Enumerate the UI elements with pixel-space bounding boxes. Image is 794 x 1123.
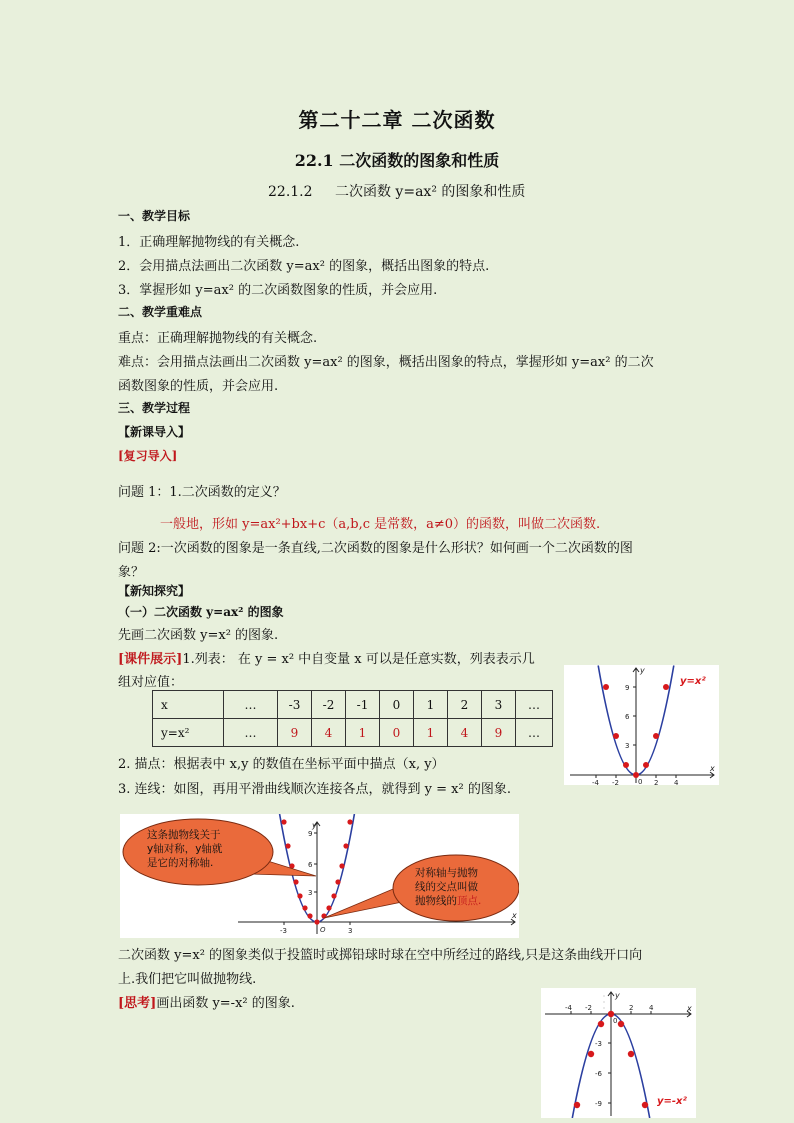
- table-cell: …: [224, 691, 278, 719]
- callout-right-line: 抛物线的顶点.: [415, 895, 482, 907]
- value-table: [152, 690, 553, 747]
- goal-item-2: 2．会用描点法画出二次函数 y=ax² 的图象，概括出图象的特点.: [118, 259, 490, 274]
- subsection-number: 22.1.2: [268, 184, 313, 200]
- y-axis-label: y: [312, 821, 317, 830]
- table-cell: 4: [448, 719, 482, 747]
- table-cell: 1: [414, 719, 448, 747]
- table-cell: 4: [312, 719, 346, 747]
- y-axis-label: y: [615, 991, 620, 1000]
- callout-right-line: 对称轴与抛物: [415, 867, 478, 879]
- y-tick-label: 3: [308, 889, 313, 897]
- table-row: [153, 691, 553, 719]
- origin-label: 0: [613, 1017, 618, 1025]
- step1-line-1: [118, 648, 535, 667]
- table-cell: -2: [312, 691, 346, 719]
- subsection-name: 二次函数 y=ax² 的图象和性质: [334, 184, 526, 200]
- x-tick-label: 2: [629, 1004, 634, 1012]
- table-cell: x: [153, 691, 224, 719]
- difficulty-text-1: 难点：会用描点法画出二次函数 y=ax² 的图象，概括出图象的特点，掌握形如 y=ax² 的二次: [118, 355, 654, 370]
- y-tick-label: 6: [625, 713, 630, 721]
- step2-text: 2. 描点：根据表中 x,y 的数值在坐标平面中描点（x, y）: [118, 757, 445, 772]
- table-cell: …: [516, 691, 553, 719]
- table-cell: 0: [380, 719, 414, 747]
- y-tick-label: -3: [595, 1040, 602, 1048]
- table-cell: 1: [346, 719, 380, 747]
- difficulty-text-2: 函数图象的性质，并会应用.: [118, 379, 279, 394]
- goal-item-1: 1．正确理解抛物线的有关概念.: [118, 235, 300, 250]
- part1-heading: （一）二次函数 y=ax² 的图象: [118, 605, 284, 619]
- conclusion-line-1: 二次函数 y=x² 的图象类似于投篮时或掷铅球时球在空中所经过的路线,只是这条曲线开口向: [118, 948, 643, 963]
- parabola-graph-down: [541, 988, 696, 1118]
- explore-tag: 【新知探究】: [118, 584, 191, 598]
- callout-right-line: 线的交点叫做: [415, 881, 478, 893]
- x-tick-label: 2: [654, 779, 659, 785]
- table-cell: 2: [448, 691, 482, 719]
- table-cell: …: [224, 719, 278, 747]
- table-cell: 1: [414, 691, 448, 719]
- process-heading: 三、教学过程: [118, 401, 191, 415]
- y-axis-label: y: [640, 666, 645, 675]
- callout-left-line: 这条抛物线关于: [147, 829, 221, 841]
- table-row: [153, 719, 553, 747]
- new-intro-tag: 【新课导入】: [118, 425, 191, 439]
- curve-label: y=x²: [680, 676, 706, 687]
- table-cell: -1: [346, 691, 380, 719]
- focus-text: 重点：正确理解抛物线的有关概念.: [118, 331, 318, 346]
- draw-first-text: 先画二次函数 y=x² 的图象.: [118, 628, 279, 643]
- y-tick-label: 6: [308, 861, 313, 869]
- goals-heading: 一、教学目标: [118, 209, 191, 223]
- table-cell: 3: [482, 691, 516, 719]
- table-cell: 0: [380, 691, 414, 719]
- question-2-line-1: 问题 2:一次函数的图象是一条直线,二次函数的图象是什么形状？如何画一个二次函数的图: [118, 541, 633, 556]
- question-1: 问题 1：1.二次函数的定义？: [118, 485, 286, 500]
- table-cell: 9: [278, 719, 312, 747]
- think-line: [118, 992, 295, 1011]
- question-1-answer: 一般地，形如 y=ax²+bx+c（a,b,c 是常数，a≠0）的函数，叫做二次函数.: [160, 517, 601, 532]
- y-tick-label: 9: [308, 830, 313, 838]
- origin-label: 0: [638, 778, 643, 785]
- step3-text: 3. 连线：如图，再用平滑曲线顺次连接各点，就得到 y = x² 的图象.: [118, 782, 511, 797]
- think-text: 画出函数 y=-x² 的图象.: [156, 996, 295, 1011]
- chapter-title: 第二十二章 二次函数: [298, 108, 496, 132]
- callout-left-line: y轴对称，y轴就: [147, 843, 223, 855]
- x-axis-label: x: [512, 911, 517, 920]
- keypoints-heading: 二、教学重难点: [118, 305, 203, 319]
- parabola-annotated-figure: [120, 814, 519, 938]
- origin-label: O: [320, 926, 326, 934]
- subsection-title: [268, 181, 525, 201]
- step1-text: 1.列表： 在 y = x² 中自变量 x 可以是任意实数，列表表示几: [182, 652, 535, 667]
- goal-item-3: 3．掌握形如 y=ax² 的二次函数图象的性质，并会应用.: [118, 283, 438, 298]
- x-tick-label: -2: [585, 1004, 592, 1012]
- table-cell: -3: [278, 691, 312, 719]
- x-tick-label: -2: [612, 779, 619, 785]
- y-tick-label: -9: [595, 1100, 602, 1108]
- y-tick-label: 3: [625, 742, 630, 750]
- x-tick-label: -4: [592, 779, 599, 785]
- x-tick-label: 4: [674, 779, 679, 785]
- table-cell: …: [516, 719, 553, 747]
- courseware-tag: [课件展示]: [118, 652, 183, 667]
- conclusion-line-2: 上.我们把它叫做抛物线.: [118, 972, 257, 987]
- curve-label: y=-x²: [657, 1096, 687, 1107]
- section-title: 22.1 二次函数的图象和性质: [294, 151, 500, 170]
- x-tick-label: 3: [348, 927, 353, 935]
- x-tick-label: -3: [280, 927, 287, 935]
- y-tick-label: 9: [625, 684, 630, 692]
- think-tag: [思考]: [118, 996, 157, 1011]
- x-tick-label: 4: [649, 1004, 654, 1012]
- x-axis-label: x: [710, 764, 715, 773]
- parabola-graph-up: [564, 665, 719, 785]
- y-tick-label: -6: [595, 1070, 602, 1078]
- x-tick-label: -4: [565, 1004, 572, 1012]
- table-cell: 9: [482, 719, 516, 747]
- table-cell: y=x²: [153, 719, 224, 747]
- callout-left-line: 是它的对称轴.: [147, 857, 214, 869]
- question-2-line-2: 象？: [118, 565, 145, 580]
- step1-line-2: 组对应值：: [118, 675, 184, 690]
- x-axis-label: x: [687, 1004, 692, 1013]
- review-tag: [复习导入]: [118, 449, 178, 463]
